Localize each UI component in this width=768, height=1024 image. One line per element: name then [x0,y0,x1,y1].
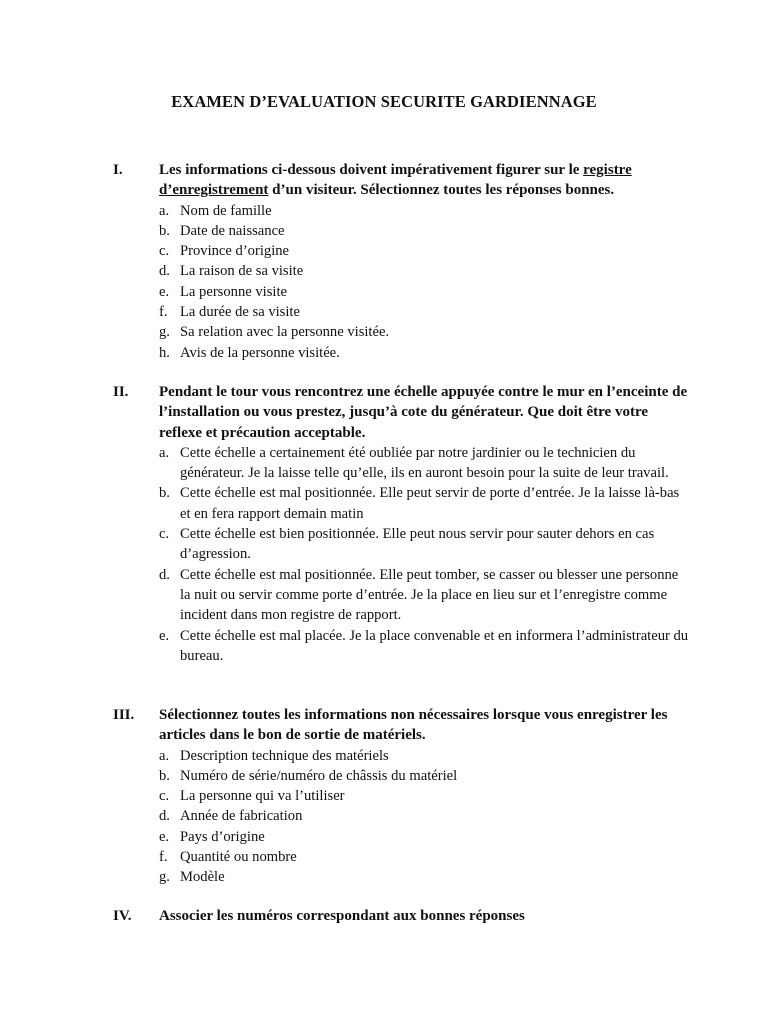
option-letter: a. [159,444,170,461]
option-item [159,343,689,363]
option-letter: c. [159,788,170,805]
options-list [159,746,689,888]
option-letter: d. [159,263,170,280]
option-item [159,221,689,241]
question-number: IV. [113,908,132,924]
option-letter: d. [159,808,170,825]
option-text: Province d’origine [180,243,290,260]
option-text: La raison de sa visite [180,263,304,280]
option-item [159,261,689,281]
option-text: Cette échelle est mal placée. Je la place convenable et en informera l’administrateur du bureau. [180,627,689,664]
option-letter: a. [159,747,170,764]
option-letter: g. [159,869,170,886]
page-title: EXAMEN D’EVALUATION SECURITE GARDIENNAGE [171,92,597,111]
option-item [159,241,689,261]
prompt-text-end: d’un visiteur. Sélectionnez toutes les réponses bonnes. [268,182,615,199]
option-letter: f. [159,849,168,866]
option-item [159,524,689,565]
question-number: III. [113,707,135,723]
question-2 [113,382,693,666]
option-text: Pays d’origine [180,828,265,845]
option-text: Cette échelle est bien positionnée. Elle peut nous servir pour sauter dehors en cas d’agression. [180,526,655,563]
option-item [159,322,689,342]
option-letter: h. [159,344,170,361]
question-4 [113,906,693,926]
question-prompt: Associer les numéros correspondant aux bonnes réponses [159,908,525,924]
option-letter: a. [159,202,170,219]
option-item [159,282,689,302]
option-text: Nom de famille [180,202,272,219]
option-item [159,443,689,484]
option-item [159,867,689,887]
option-letter: c. [159,243,170,260]
question-1 [113,160,693,363]
question-3 [113,705,693,888]
option-text: La personne qui va l’utiliser [180,788,345,805]
option-text: La durée de sa visite [180,304,300,321]
option-letter: e. [159,283,170,300]
question-prompt [159,160,689,201]
options-list [159,443,689,666]
option-text: Sa relation avec la personne visitée. [180,324,390,341]
option-text: Cette échelle a certainement été oubliée par notre jardinier ou le technicien du générateur. Je la laisse telle qu’elle, ils en auront besoin pour la suite de leur travail. [180,444,669,482]
option-letter: b. [159,767,170,784]
option-text: Modèle [180,869,225,886]
question-prompt: Sélectionnez toutes les informations non nécessaires lorsque vous enregistrer les articles dans le bon de sortie de matériels. [159,707,668,744]
option-letter: e. [159,828,170,845]
option-text: Description technique des matériels [180,747,389,764]
option-text: Numéro de série/numéro de châssis du matériel [180,767,458,784]
option-text: Quantité ou nombre [180,849,297,866]
option-item [159,786,689,806]
option-text: Année de fabrication [180,808,303,825]
option-item [159,827,689,847]
option-letter: c. [159,526,170,543]
option-letter: e. [159,627,170,644]
option-letter: b. [159,222,170,239]
option-item [159,565,689,626]
option-letter: b. [159,485,170,502]
question-number: I. [113,162,123,178]
option-letter: g. [159,324,170,341]
options-list [159,201,689,363]
option-letter: f. [159,304,168,321]
option-text: La personne visite [180,283,287,300]
question-prompt: Pendant le tour vous rencontrez une échelle appuyée contre le mur en l’enceinte de l’installation ou vous prestez, jusqu’à cote du générateur. Que doit être votre reflexe et précaution acceptable. [159,384,688,441]
option-item [159,201,689,221]
option-text: Avis de la personne visitée. [180,344,340,361]
prompt-text-start: Les informations ci-dessous doivent impérativement figurer sur le [159,162,584,178]
option-item [159,302,689,322]
question-number: II. [113,384,129,400]
option-item [159,626,689,667]
option-text: Cette échelle est mal positionnée. Elle peut tomber, se casser ou blesser une personne la nuit ou servir comme porte d’entrée. Je la place en lieu sur et l’enregistre comme incident dans mon registre de rapport. [180,566,679,624]
option-item [159,806,689,826]
option-text: Date de naissance [180,222,285,239]
option-item [159,483,689,524]
option-item [159,766,689,786]
option-item [159,746,689,766]
prompt-underlined-term: registre d’enregistrement [159,162,632,199]
option-letter: d. [159,566,170,583]
option-item [159,847,689,867]
option-text: Cette échelle est mal positionnée. Elle peut servir de porte d’entrée. Je la laisse là-bas et en fera rapport demain matin [180,485,680,522]
